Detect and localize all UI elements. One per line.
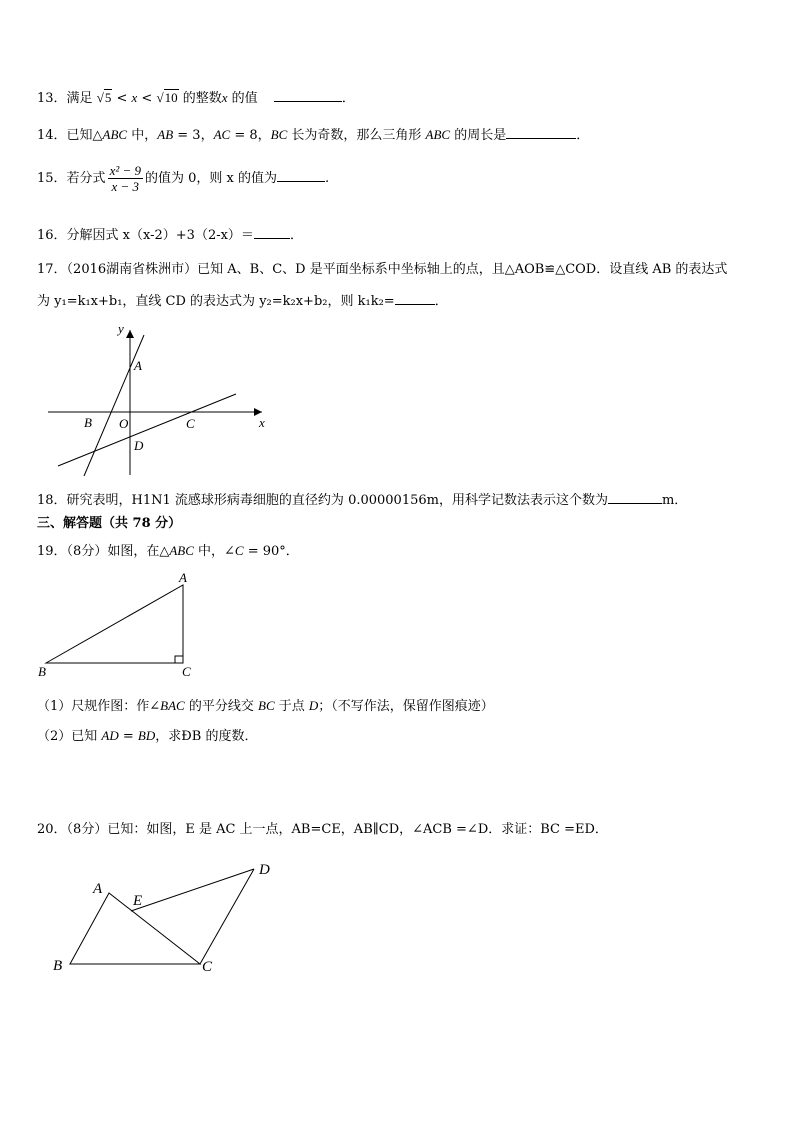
- label-d: D: [259, 862, 270, 878]
- question-19: 19．（8分）如图，在△ABC 中，∠C = 90°．: [37, 543, 299, 559]
- sqrt-5: √5: [96, 90, 112, 105]
- question-number: 15．: [37, 171, 67, 186]
- question-19-part-1: （1）尺规作图：作∠BAC 的平分线交 BC 于点 D；（不写作法，保留作图痕迹）: [37, 698, 494, 714]
- question-text: 满足: [66, 91, 93, 106]
- question-number: 18．: [37, 493, 67, 508]
- question-number: 16．: [37, 228, 67, 243]
- label-o: O: [119, 416, 129, 431]
- question-18: 18．研究表明，H1N1 流感球形病毒细胞的直径约为 0.00000156m，用科学记数法表示这个数为 m．: [37, 493, 688, 508]
- label-c: C: [182, 664, 191, 679]
- question-17-line-1: 17．（2016湖南省株洲市）已知 A、B、C、D 是平面坐标系中坐标轴上的点，且△AOB≌△COD．设直线 AB 的表达式: [37, 262, 728, 277]
- label-d: D: [134, 438, 144, 453]
- section-heading: 三、解答题（共 78 分）: [37, 516, 182, 531]
- question-16: 16．分解因式 x（x-2）+3（2-x）＝ ．: [37, 228, 303, 243]
- question-number: 17．: [37, 262, 67, 277]
- sqrt-10: √10: [156, 90, 178, 105]
- label-c: C: [202, 959, 213, 975]
- label-b: B: [53, 958, 63, 974]
- question-number: 13．: [37, 91, 67, 106]
- question-15: 15．若分式 $\frac{\text{x² − 9}}{x - 3}$ 的值为 0，则 x 的值为 .: [37, 163, 330, 194]
- question-20: 20．（8分）已知：如图，E 是 AC 上一点，AB=CE，AB∥CD，∠ACB =∠D．求证：BC =ED．: [37, 822, 608, 837]
- label-a: A: [134, 358, 142, 373]
- label-b: B: [38, 664, 46, 679]
- question-13: 13．满足 √5 < x < √10 的整数x 的值 ．: [37, 90, 355, 106]
- segment-ed: [131, 869, 254, 911]
- question-number: 14．: [37, 128, 67, 143]
- question-17-line-2: 为 y₁=k₁x+b₁，直线 CD 的表达式为 y₂=k₂x+b₂，则 k₁k₂= ．: [37, 294, 448, 309]
- question-14: 14．已知△ABC 中，AB = 3，AC = 8，BC 长为奇数，那么三角形 ABC 的周长是 ．: [37, 127, 590, 143]
- question-19-part-2: （2）已知 AD = BD，求ÐB 的度数．: [37, 728, 258, 744]
- label-e: E: [133, 893, 143, 909]
- question-number: 20．: [37, 822, 67, 837]
- fraction: $\frac{\text{x² − 9}}{x - 3}$: [109, 163, 142, 194]
- question-number: 19．: [37, 544, 67, 559]
- label-a: A: [93, 881, 103, 897]
- label-y: y: [118, 321, 124, 336]
- label-x: x: [259, 415, 265, 430]
- label-b: B: [84, 415, 92, 430]
- label-c: C: [186, 416, 195, 431]
- label-a: A: [179, 570, 187, 585]
- segment-cd: [200, 869, 254, 964]
